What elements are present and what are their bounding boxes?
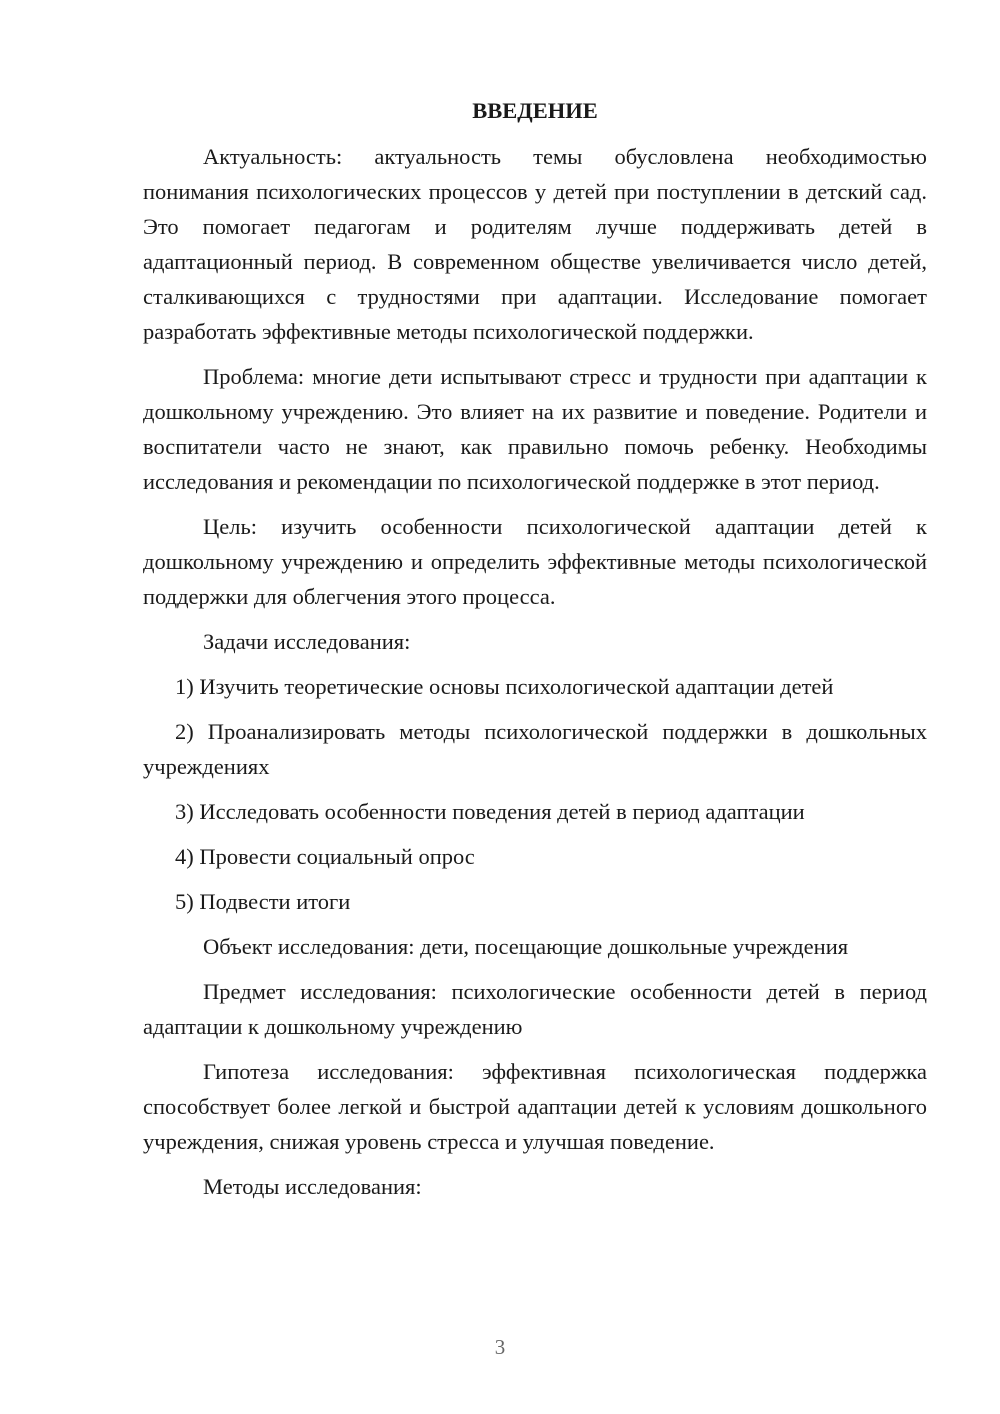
subject-paragraph: Предмет исследования: психологические особенности детей в период адаптации к дошкольному учреждению <box>143 979 927 1039</box>
page-number: 3 <box>494 1335 506 1359</box>
task-item-1: 1) Изучить теоретические основы психологической адаптации детей <box>175 674 834 699</box>
task-item-3: 3) Исследовать особенности поведения детей в период адаптации <box>175 799 805 824</box>
tasks-heading: Задачи исследования: <box>203 629 411 654</box>
object-paragraph: Объект исследования: дети, посещающие дошкольные учреждения <box>203 934 849 959</box>
task-item-2: 2) Проанализировать методы психологической поддержки в дошкольных учреждениях <box>143 719 927 779</box>
relevance-paragraph: Актуальность: актуальность темы обусловлена необходимостью понимания психологических процессов у детей при поступлении в детский сад. Это помогает педагогам и родителям лучше поддерживать детей в адаптационный период. В современном обществе увеличивается число детей, сталкивающихся с трудностями при адаптации. Исследование помогает разработать эффективные методы психологической поддержки. <box>143 144 927 344</box>
task-item-4: 4) Провести социальный опрос <box>175 844 475 869</box>
methods-heading: Методы исследования: <box>203 1174 422 1199</box>
problem-paragraph: Проблема: многие дети испытывают стресс и трудности при адаптации к дошкольному учреждению. Это влияет на их развитие и поведение. Родители и воспитатели часто не знают, как правильно помочь ребенку. Необходимы исследования и рекомендации по психологической поддержке в этот период. <box>143 364 927 494</box>
goal-paragraph: Цель: изучить особенности психологической адаптации детей к дошкольному учреждению и определить эффективные методы психологической поддержки для облегчения этого процесса. <box>143 514 927 609</box>
page-title: ВВЕДЕНИЕ <box>472 98 598 123</box>
hypothesis-paragraph: Гипотеза исследования: эффективная психологическая поддержка способствует более легкой и быстрой адаптации детей к условиям дошкольного учреждения, снижая уровень стресса и улучшая поведение. <box>143 1059 927 1154</box>
task-item-5: 5) Подвести итоги <box>175 889 351 914</box>
page-content <box>143 93 927 1214</box>
